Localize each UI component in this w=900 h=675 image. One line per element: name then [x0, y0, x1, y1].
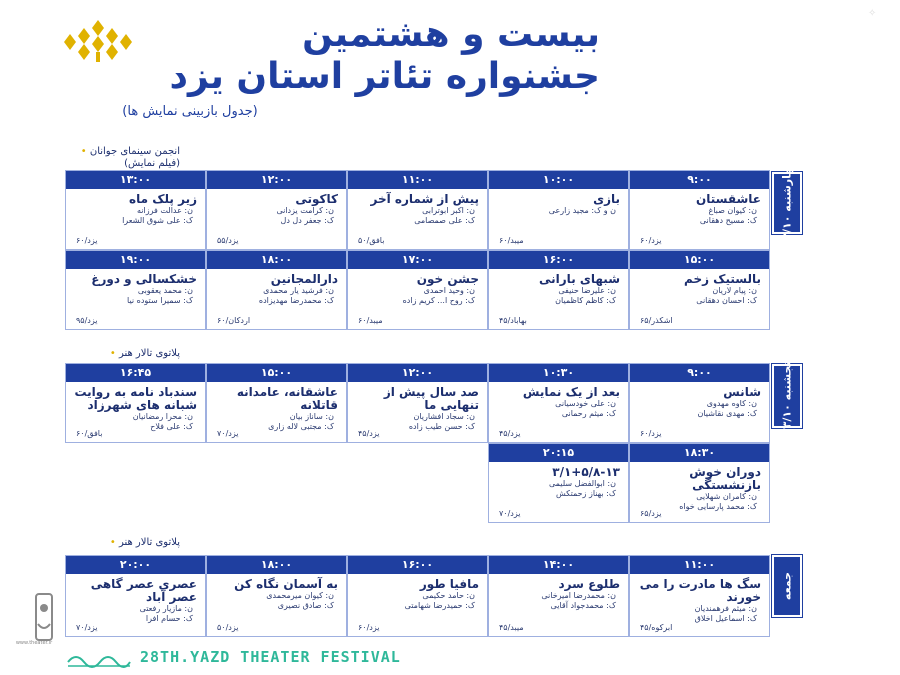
show-title: بالستیک زخم — [684, 272, 761, 286]
show-time: ۱۱:۰۰ — [630, 556, 769, 574]
schedule-cell — [206, 170, 347, 250]
schedule-cell — [65, 250, 206, 330]
writer-credit: ن: کاوه مهدوی — [706, 399, 757, 408]
city-duration: میبد/۶۰ — [358, 316, 383, 325]
show-time: ۱۶:۰۰ — [348, 556, 487, 574]
director-credit: ک: محمدجواد آقایی — [550, 601, 616, 610]
director-credit: ک: سمیرا ستوده نیا — [127, 296, 193, 305]
show-title: شبهای بارانی — [539, 272, 620, 286]
show-title: سگ ها مادرت را می خورند — [639, 577, 761, 604]
city-duration: یزد/۷۰ — [217, 429, 239, 438]
schedule-cell — [206, 363, 347, 443]
director-credit: ک: محمدرضا مهدیزاده — [258, 296, 334, 305]
writer-credit: ن: وحید احمدی — [423, 286, 475, 295]
show-time: ۱۴:۰۰ — [489, 556, 628, 574]
festival-ornament-logo — [58, 18, 138, 64]
show-time: ۱۷:۰۰ — [348, 251, 487, 269]
city-duration: یزد/۴۵ — [499, 429, 521, 438]
schedule-cell — [347, 555, 488, 637]
corner-decoration-icon: ✧ — [868, 8, 877, 19]
show-title: عاشقانه، عامدانه قاتلانه — [236, 385, 338, 412]
schedule-cell — [629, 555, 770, 637]
show-title: جشن خون — [416, 272, 479, 286]
city-duration: بهاباد/۴۵ — [499, 316, 527, 325]
writer-credit: ن: میثم فرهمندیان — [694, 604, 757, 613]
director-credit: ک: مسیح دهقانی — [699, 216, 757, 225]
show-time: ۲۰:۱۵ — [489, 444, 628, 462]
city-duration: یزد/۵۵ — [217, 236, 239, 245]
show-title: عاشقستان — [696, 192, 761, 206]
show-title: طلوع سرد — [558, 577, 620, 591]
title-line-2: جشنواره تئاتر استان یزد — [169, 56, 600, 97]
schedule-cell — [629, 250, 770, 330]
show-title: خشکسالی و دورغ — [91, 272, 197, 286]
director-credit: ک: حسام افرا — [145, 614, 193, 623]
site-url: www.theater.ir — [15, 640, 53, 646]
schedule-cell — [65, 170, 206, 250]
writer-credit: ن: پیام لاریان — [712, 286, 757, 295]
bullet-icon: • — [109, 348, 116, 359]
show-title: زیر پلک ماه — [129, 192, 197, 206]
city-duration: یزد/۷۰ — [499, 509, 521, 518]
schedule-cell — [206, 250, 347, 330]
footer-wave-icon — [66, 650, 132, 668]
director-credit: ک: محمد پارسایی خواه — [679, 502, 757, 511]
director-credit: ک: میثم رحمانی — [561, 409, 616, 418]
writer-credit: ن: محمدرضا امیرخانی — [541, 591, 616, 600]
page-subtitle: (جدول بازبینی نمایش ها) — [122, 104, 258, 119]
director-credit: ک: صادق نصیری — [277, 601, 334, 610]
director-credit: ک: علی فلاح — [150, 422, 193, 431]
schedule-cell — [347, 250, 488, 330]
director-credit: ک: حمیدرضا شهامتی — [404, 601, 475, 610]
show-title: مافیا طور — [419, 577, 479, 591]
section-label-text: انجمن سینمای جوانان — [89, 146, 180, 157]
schedule-cell — [488, 555, 629, 637]
writer-credit: ن: ساناز بیان — [289, 412, 334, 421]
show-title: سندباد نامه به روایت شبانه های شهرزاد — [74, 385, 197, 412]
show-time: ۱۸:۰۰ — [207, 556, 346, 574]
show-title: دارالمجانین — [270, 272, 338, 286]
director-credit: ک: کاظم کاظمیان — [555, 296, 616, 305]
section-label-text: پلاتوی تالار هنر — [118, 537, 180, 548]
director-credit: ک: علی صمصامی — [414, 216, 475, 225]
city-duration: میبد/۴۵ — [499, 623, 524, 632]
bullet-icon: • — [109, 537, 116, 548]
city-duration: یزد/۶۰ — [76, 236, 98, 245]
day-label: چهارشنبه ۲۲/۱۰ — [780, 159, 794, 247]
city-duration: بافق/۶۰ — [76, 429, 103, 438]
title-line-1: بیست و هشتمین — [302, 14, 600, 55]
schedule-cell — [347, 170, 488, 250]
city-duration: یزد/۴۵ — [358, 429, 380, 438]
schedule-cell — [629, 170, 770, 250]
bullet-icon: • — [80, 146, 87, 157]
writer-credit: ن: کیوان صباغ — [708, 206, 757, 215]
writer-credit: ن: کیوان میرمحمدی — [266, 591, 334, 600]
show-time: ۱۵:۰۰ — [207, 364, 346, 382]
day-label: جمعه — [780, 571, 794, 601]
writer-credit: ن: سجاد افشاریان — [413, 412, 475, 421]
director-credit: ک: علی شوق الشعرا — [122, 216, 193, 225]
show-time: ۱۹:۰۰ — [66, 251, 205, 269]
schedule-cell — [629, 363, 770, 443]
section-label-text: پلاتوی تالار هنر — [118, 348, 180, 359]
writer-credit: ن: ابوالفضل سلیمی — [549, 479, 616, 488]
show-time: ۱۰:۰۰ — [489, 171, 628, 189]
city-duration: ابرکوه/۴۵ — [640, 623, 673, 632]
city-duration: یزد/۶۵ — [640, 509, 662, 518]
city-duration: یزد/۶۰ — [640, 236, 662, 245]
writer-credit: ن: فرشید یار محمدی — [263, 286, 334, 295]
festival-footer-title: 28TH.YAZD THEATER FESTIVAL — [140, 648, 401, 666]
director-credit: ک: احسان دهقانی — [696, 296, 757, 305]
show-time: ۱۸:۳۰ — [630, 444, 769, 462]
day-tab-2 — [772, 356, 802, 436]
show-time: ۱۲:۰۰ — [348, 364, 487, 382]
director-credit: ک: مهدی نقاشیان — [697, 409, 757, 418]
schedule-cell — [65, 555, 206, 637]
show-title: پیش از شماره آخر — [370, 192, 479, 206]
writer-credit: ن: حامد حکیمی — [422, 591, 475, 600]
city-duration: یزد/۹۵ — [76, 316, 98, 325]
show-time: ۱۸:۰۰ — [207, 251, 346, 269]
show-time: ۱۳:۰۰ — [66, 171, 205, 189]
day-tab-3 — [772, 555, 802, 617]
section-label-2 — [40, 348, 180, 360]
show-title: شانس — [723, 385, 761, 399]
show-title: عصری عصر گاهی عصر آباد — [90, 577, 197, 604]
schedule-cell — [488, 443, 629, 523]
show-time: ۱۶:۴۵ — [66, 364, 205, 382]
writer-credit: ن: محمد یعقوبی — [137, 286, 193, 295]
show-title: به آسمان نگاه کن — [234, 577, 338, 591]
show-time: ۲۰:۰۰ — [66, 556, 205, 574]
show-time: ۹:۰۰ — [630, 364, 769, 382]
director-credit: ک: روح ا... کریم زاده — [402, 296, 475, 305]
show-title: صد سال پیش از تنهایی ما — [383, 385, 479, 412]
writer-credit: ن: اکبر ابوترابی — [422, 206, 475, 215]
show-time: ۱۲:۰۰ — [207, 171, 346, 189]
director-credit: ک: جعفر دل دل — [280, 216, 334, 225]
city-duration: اردکان/۶۰ — [217, 316, 251, 325]
writer-credit: ن: مازیار رفعتی — [139, 604, 193, 613]
show-time: ۱۱:۰۰ — [348, 171, 487, 189]
director-credit: ک: حسن طیب زاده — [408, 422, 475, 431]
city-duration: میبد/۶۰ — [499, 236, 524, 245]
schedule-cell — [488, 170, 629, 250]
show-time: ۱۵:۰۰ — [630, 251, 769, 269]
show-time: ۱۶:۰۰ — [489, 251, 628, 269]
show-title: بعد از یک نمایش — [522, 385, 620, 399]
show-title: بازی — [593, 192, 620, 206]
director-credit: ک: مجتبی لاله زاری — [268, 422, 334, 431]
writer-credit: ن: علی خودسیانی — [555, 399, 616, 408]
schedule-cell — [65, 363, 206, 443]
city-duration: بافق/۵۰ — [358, 236, 385, 245]
show-title: ۳/۱+۵/۸-۱۳ — [552, 465, 620, 479]
city-duration: یزد/۶۰ — [640, 429, 662, 438]
city-duration: اشکذر/۶۵ — [640, 316, 673, 325]
schedule-cell — [488, 363, 629, 443]
writer-credit: ن: محرا رمضانیان — [132, 412, 193, 421]
writer-credit: ن و ک: مجید زارعی — [548, 206, 616, 215]
director-credit: ک: اسماعیل اخلاق — [694, 614, 757, 623]
writer-credit: ن: کرامت یزدانی — [276, 206, 334, 215]
schedule-cell — [488, 250, 629, 330]
writer-credit: ن: عدالت فرزانه — [137, 206, 193, 215]
writer-credit: ن: علیرضا حنیفی — [558, 286, 616, 295]
section-sublabel: (فیلم نمایش) — [124, 158, 180, 169]
city-duration: یزد/۵۰ — [217, 623, 239, 632]
schedule-cell — [206, 555, 347, 637]
director-credit: ک: بهناز زحمتکش — [555, 489, 616, 498]
schedule-cell — [629, 443, 770, 523]
writer-credit: ن: کامران شهلایی — [696, 492, 757, 501]
show-time: ۱۰:۳۰ — [489, 364, 628, 382]
city-duration: یزد/۶۰ — [358, 623, 380, 632]
show-time: ۹:۰۰ — [630, 171, 769, 189]
city-duration: یزد/۷۰ — [76, 623, 98, 632]
show-title: کاکوتی — [295, 192, 338, 206]
page-title — [140, 14, 600, 98]
day-tab-1 — [772, 159, 802, 247]
section-label-1 — [40, 146, 180, 170]
show-title: دوران خوش بازنشستگی — [689, 465, 761, 492]
schedule-cell — [347, 363, 488, 443]
section-label-3 — [40, 537, 180, 549]
day-label: پنجشنبه ۲۳/۱۰ — [780, 356, 794, 436]
